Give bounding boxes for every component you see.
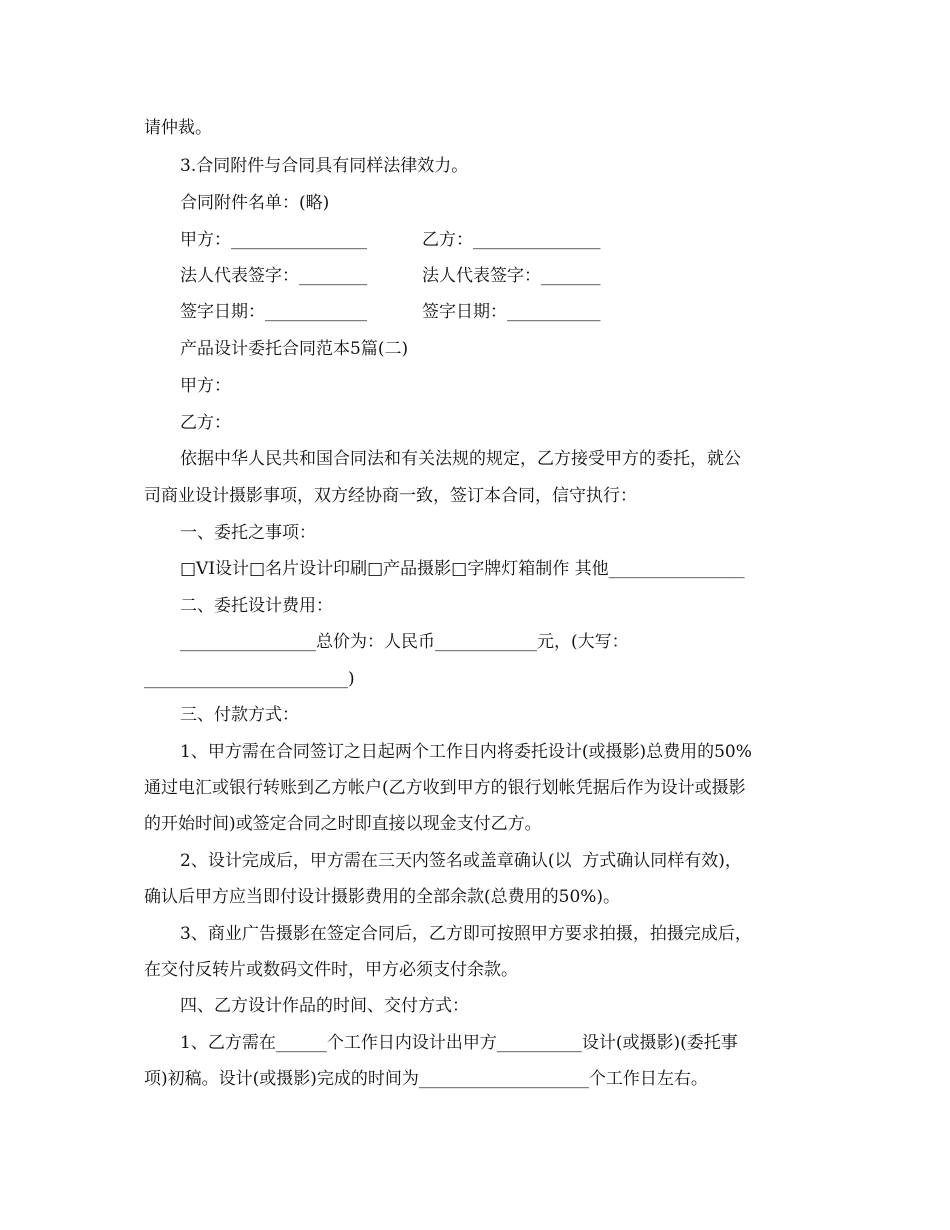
text-line: ________________总价为：人民币____________元，(大写： [180, 632, 629, 652]
text-line: 司商业设计摄影事项，双方经协商一致，签订本合同，信守执行： [144, 486, 637, 506]
text-line: 3.合同附件与合同具有同样法律效力。 [180, 156, 469, 176]
text-line: 四、乙方设计作品的时间、交付方式： [180, 996, 469, 1016]
text-line: 在交付反转片或数码文件时，甲方必须支付余款。 [144, 960, 518, 980]
text-line: 1、乙方需在______个工作日内设计出甲方__________设计(或摄影)(委托事 [180, 1033, 738, 1053]
text-line: ________________________) [144, 669, 355, 689]
party-a-field: 甲方：________________ [180, 230, 367, 250]
section-title: 产品设计委托合同范本5篇(二) [180, 339, 409, 359]
text-line: 3、商业广告摄影在签定合同后，乙方即可按照甲方要求拍摄，拍摄完成后， [180, 924, 752, 944]
text-line: 依据中华人民共和国合同法和有关法规的规定，乙方接受甲方的委托，就公 [180, 449, 741, 469]
text-line: 乙方： [180, 413, 231, 433]
text-line: 项)初稿。设计(或摄影)完成的时间为____________________个工作日左右。 [144, 1069, 708, 1089]
party-a-signature-field: 法人代表签字：________ [180, 266, 367, 286]
text-line: 的开始时间)或签定合同之时即直接以现金支付乙方。 [144, 814, 542, 834]
text-line: 合同附件名单：(略) [180, 193, 330, 213]
party-b-date-field: 签字日期：___________ [422, 302, 601, 322]
text-line: 一、委托之事项： [180, 523, 316, 543]
text-line: 甲方： [180, 376, 231, 396]
party-b-field: 乙方：_______________ [422, 230, 601, 250]
text-line: 通过电汇或银行转账到乙方帐户(乙方收到甲方的银行划帐凭据后作为设计或摄影 [144, 778, 746, 798]
text-line: 1、甲方需在合同签订之日起两个工作日内将委托设计(或摄影)总费用的50% [180, 742, 752, 762]
text-line: 二、委托设计费用： [180, 596, 333, 616]
text-line: 2、设计完成后，甲方需在三天内签名或盖章确认(以 方式确认同样有效)， [180, 851, 742, 871]
party-b-signature-field: 法人代表签字：_______ [422, 266, 601, 286]
text-line: 请仲裁。 [144, 118, 212, 138]
party-a-date-field: 签字日期：____________ [180, 302, 367, 322]
text-line: 三、付款方式： [180, 705, 299, 725]
checkbox-line: □VI设计□名片设计印刷□产品摄影□字牌灯箱制作 其他________________ [180, 559, 745, 579]
text-line: 确认后甲方应当即付设计摄影费用的全部余款(总费用的50%)。 [144, 887, 621, 907]
